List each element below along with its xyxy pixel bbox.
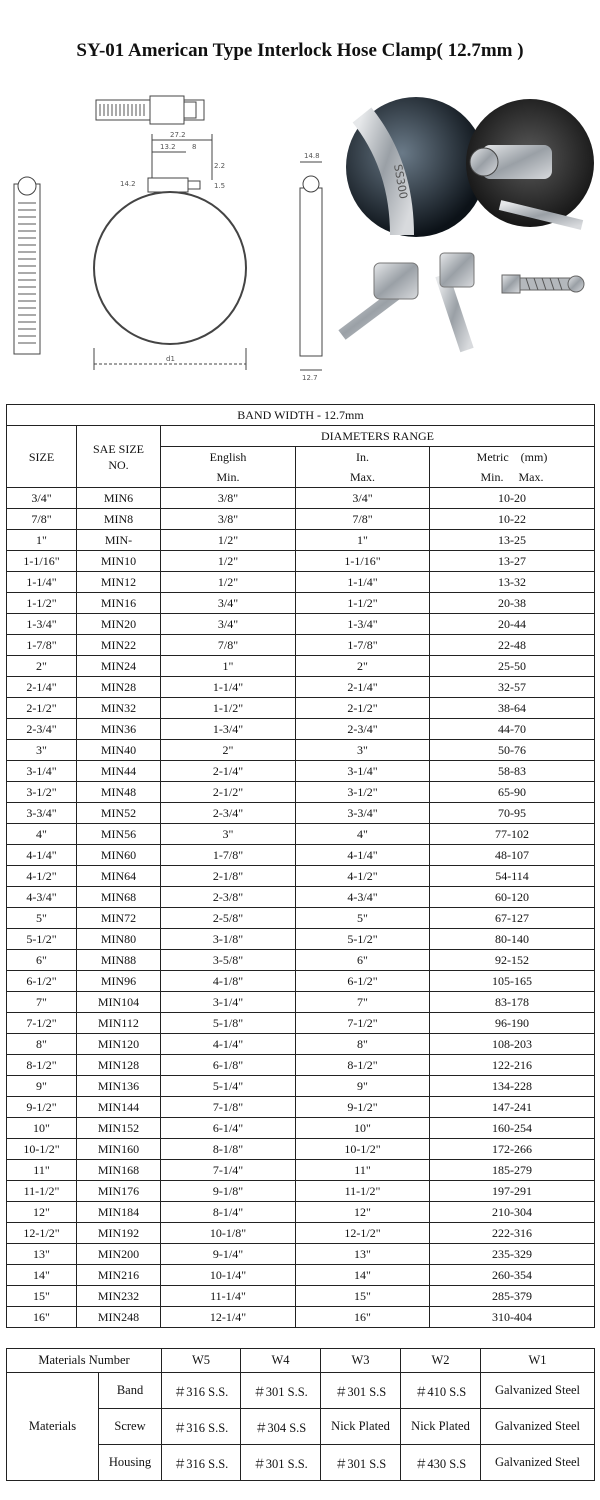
metric-range-cell: 25-50 xyxy=(430,656,595,677)
size-cell: 6-1/2" xyxy=(7,971,77,992)
sae-cell: MIN160 xyxy=(77,1139,161,1160)
material-cell: Nick Plated xyxy=(401,1409,481,1445)
material-cell: ＃316 S.S. xyxy=(162,1373,241,1409)
english-min-cell: 3/8" xyxy=(161,509,296,530)
english-min-cell: 7/8" xyxy=(161,635,296,656)
material-cell: ＃301 S.S. xyxy=(241,1445,321,1481)
english-min-cell: 3" xyxy=(161,824,296,845)
inch-max-cell: 1" xyxy=(296,530,430,551)
table-row xyxy=(7,1118,595,1139)
inch-max-cell: 4-3/4" xyxy=(296,887,430,908)
metric-range-cell: 96-190 xyxy=(430,1013,595,1034)
sae-cell: MIN40 xyxy=(77,740,161,761)
english-min-cell: 7-1/8" xyxy=(161,1097,296,1118)
inch-max-cell: 2-3/4" xyxy=(296,719,430,740)
sae-cell: MIN36 xyxy=(77,719,161,740)
english-min-cell: 2" xyxy=(161,740,296,761)
sae-cell: MIN10 xyxy=(77,551,161,572)
metric-range-cell: 185-279 xyxy=(430,1160,595,1181)
sae-cell: MIN8 xyxy=(77,509,161,530)
table-row xyxy=(7,992,595,1013)
table-row xyxy=(7,614,595,635)
sae-cell: MIN52 xyxy=(77,803,161,824)
table-row xyxy=(7,1265,595,1286)
dim-label: 13.2 xyxy=(160,143,176,151)
grade-header: W2 xyxy=(401,1349,481,1373)
inch-max-cell: 2-1/2" xyxy=(296,698,430,719)
material-cell: Galvanized Steel xyxy=(481,1409,595,1445)
english-min-cell: 2-5/8" xyxy=(161,908,296,929)
english-min-cell: 6-1/8" xyxy=(161,1055,296,1076)
inch-max-cell: 11-1/2" xyxy=(296,1181,430,1202)
english-min-cell: 2-1/2" xyxy=(161,782,296,803)
table-row xyxy=(7,761,595,782)
size-cell: 16" xyxy=(7,1307,77,1328)
dim-label: 8 xyxy=(192,143,197,151)
sae-cell: MIN104 xyxy=(77,992,161,1013)
size-cell: 3" xyxy=(7,740,77,761)
sae-cell: MIN184 xyxy=(77,1202,161,1223)
inch-max-cell: 8" xyxy=(296,1034,430,1055)
inch-max-cell: 2-1/4" xyxy=(296,677,430,698)
english-min-cell: 1-1/4" xyxy=(161,677,296,698)
inch-max-cell: 3-1/2" xyxy=(296,782,430,803)
table-row xyxy=(7,1139,595,1160)
table-row xyxy=(7,1160,595,1181)
inch-max-cell: 7/8" xyxy=(296,509,430,530)
english-min-cell: 4-1/4" xyxy=(161,1034,296,1055)
material-cell: ＃316 S.S. xyxy=(162,1445,241,1481)
sae-cell: MIN168 xyxy=(77,1160,161,1181)
english-min-cell: 5-1/8" xyxy=(161,1013,296,1034)
metric-range-cell: 108-203 xyxy=(430,1034,595,1055)
metric-range-cell: 58-83 xyxy=(430,761,595,782)
metric-range-cell: 210-304 xyxy=(430,1202,595,1223)
max-header: Max. xyxy=(296,467,430,488)
metric-range-cell: 197-291 xyxy=(430,1181,595,1202)
table-row xyxy=(7,782,595,803)
material-cell: Galvanized Steel xyxy=(481,1445,595,1481)
size-cell: 14" xyxy=(7,1265,77,1286)
size-cell: 3-3/4" xyxy=(7,803,77,824)
sae-cell: MIN48 xyxy=(77,782,161,803)
table-row xyxy=(7,803,595,824)
inch-max-cell: 1-7/8" xyxy=(296,635,430,656)
english-min-cell: 3-1/4" xyxy=(161,992,296,1013)
table-row xyxy=(7,593,595,614)
part-label: Band xyxy=(99,1373,162,1409)
english-min-cell: 3/4" xyxy=(161,593,296,614)
size-cell: 12" xyxy=(7,1202,77,1223)
english-min-cell: 1-3/4" xyxy=(161,719,296,740)
english-min-cell: 3/8" xyxy=(161,488,296,509)
english-min-cell: 11-1/4" xyxy=(161,1286,296,1307)
dim-label: 2.2 xyxy=(214,162,226,170)
inch-max-cell: 6-1/2" xyxy=(296,971,430,992)
materials-table xyxy=(6,1348,595,1481)
table-row xyxy=(7,950,595,971)
sae-cell: MIN68 xyxy=(77,887,161,908)
material-cell: ＃430 S.S xyxy=(401,1445,481,1481)
sae-cell: MIN44 xyxy=(77,761,161,782)
inch-max-cell: 3/4" xyxy=(296,488,430,509)
english-min-cell: 2-1/4" xyxy=(161,761,296,782)
sae-cell: MIN88 xyxy=(77,950,161,971)
metric-header: Metric (mm) xyxy=(430,447,595,468)
english-min-cell: 1-7/8" xyxy=(161,845,296,866)
inch-max-cell: 10" xyxy=(296,1118,430,1139)
dim-label: 14.2 xyxy=(120,180,136,188)
sae-cell: MIN96 xyxy=(77,971,161,992)
english-min-cell: 8-1/4" xyxy=(161,1202,296,1223)
table-row xyxy=(7,908,595,929)
page-title: SY-01 American Type Interlock Hose Clamp( 12.7mm ) xyxy=(76,40,524,61)
sae-cell: MIN- xyxy=(77,530,161,551)
size-cell: 4-1/4" xyxy=(7,845,77,866)
english-min-cell: 9-1/8" xyxy=(161,1181,296,1202)
english-min-cell: 5-1/4" xyxy=(161,1076,296,1097)
table-row xyxy=(7,719,595,740)
inch-max-cell: 13" xyxy=(296,1244,430,1265)
spec-table xyxy=(6,404,595,1328)
metric-range-cell: 13-25 xyxy=(430,530,595,551)
size-cell: 12-1/2" xyxy=(7,1223,77,1244)
table-row xyxy=(7,1202,595,1223)
english-min-cell: 3/4" xyxy=(161,614,296,635)
sae-cell: MIN20 xyxy=(77,614,161,635)
english-min-cell: 3-1/8" xyxy=(161,929,296,950)
metric-range-cell: 235-329 xyxy=(430,1244,595,1265)
materials-group-label: Materials xyxy=(7,1373,99,1481)
english-min-cell: 1/2" xyxy=(161,551,296,572)
material-cell: ＃410 S.S xyxy=(401,1373,481,1409)
dim-label: 1.5 xyxy=(214,182,226,190)
sae-cell: MIN192 xyxy=(77,1223,161,1244)
sae-cell: MIN112 xyxy=(77,1013,161,1034)
english-min-cell: 10-1/8" xyxy=(161,1223,296,1244)
sae-cell: MIN80 xyxy=(77,929,161,950)
sae-cell: MIN28 xyxy=(77,677,161,698)
part-label: Housing xyxy=(99,1445,162,1481)
metric-range-cell: 44-70 xyxy=(430,719,595,740)
grade-header: W5 xyxy=(162,1349,241,1373)
inch-max-cell: 3-3/4" xyxy=(296,803,430,824)
inch-max-cell: 5-1/2" xyxy=(296,929,430,950)
size-header: SIZE xyxy=(7,426,77,488)
inch-max-cell: 4" xyxy=(296,824,430,845)
metric-range-cell: 222-316 xyxy=(430,1223,595,1244)
dim-label: 12.7 xyxy=(302,374,318,382)
size-cell: 7-1/2" xyxy=(7,1013,77,1034)
table-row xyxy=(7,1034,595,1055)
sae-cell: MIN200 xyxy=(77,1244,161,1265)
metric-range-cell: 48-107 xyxy=(430,845,595,866)
inch-max-cell: 16" xyxy=(296,1307,430,1328)
metric-range-cell: 172-266 xyxy=(430,1139,595,1160)
english-min-cell: 6-1/4" xyxy=(161,1118,296,1139)
english-min-cell: 1-1/2" xyxy=(161,698,296,719)
size-cell: 6" xyxy=(7,950,77,971)
size-cell: 1-7/8" xyxy=(7,635,77,656)
metric-range-cell: 20-38 xyxy=(430,593,595,614)
inch-max-cell: 2" xyxy=(296,656,430,677)
material-cell: ＃301 S.S xyxy=(321,1373,401,1409)
sae-cell: MIN176 xyxy=(77,1181,161,1202)
metric-minmax-header: Min. Max. xyxy=(430,467,595,488)
metric-range-cell: 147-241 xyxy=(430,1097,595,1118)
size-cell: 4-3/4" xyxy=(7,887,77,908)
table-row xyxy=(7,1286,595,1307)
inch-max-cell: 1-1/16" xyxy=(296,551,430,572)
part-label: Screw xyxy=(99,1409,162,1445)
materials-row xyxy=(7,1373,595,1409)
metric-range-cell: 70-95 xyxy=(430,803,595,824)
band-slots-top xyxy=(100,104,144,116)
table-row xyxy=(7,824,595,845)
metric-range-cell: 32-57 xyxy=(430,677,595,698)
size-cell: 11-1/2" xyxy=(7,1181,77,1202)
table-row xyxy=(7,572,595,593)
table-row xyxy=(7,551,595,572)
metric-range-cell: 22-48 xyxy=(430,635,595,656)
size-cell: 9-1/2" xyxy=(7,1097,77,1118)
clamp-circle xyxy=(94,192,246,344)
metric-range-cell: 310-404 xyxy=(430,1307,595,1328)
band-width-header: BAND WIDTH - 12.7mm xyxy=(7,405,595,426)
product-photos xyxy=(332,95,600,370)
size-cell: 7/8" xyxy=(7,509,77,530)
english-min-cell: 8-1/8" xyxy=(161,1139,296,1160)
metric-range-cell: 285-379 xyxy=(430,1286,595,1307)
sae-cell: MIN64 xyxy=(77,866,161,887)
sae-cell: MIN128 xyxy=(77,1055,161,1076)
metric-range-cell: 13-32 xyxy=(430,572,595,593)
sae-cell: MIN248 xyxy=(77,1307,161,1328)
size-cell: 8-1/2" xyxy=(7,1055,77,1076)
sae-cell: MIN32 xyxy=(77,698,161,719)
table-row xyxy=(7,698,595,719)
inch-max-cell: 1-1/4" xyxy=(296,572,430,593)
table-row xyxy=(7,845,595,866)
inch-max-cell: 7" xyxy=(296,992,430,1013)
dim-label: d1 xyxy=(166,355,175,363)
table-row xyxy=(7,1076,595,1097)
table-row xyxy=(7,635,595,656)
metric-range-cell: 105-165 xyxy=(430,971,595,992)
english-min-cell: 1/2" xyxy=(161,530,296,551)
metric-range-cell: 10-22 xyxy=(430,509,595,530)
metric-range-cell: 54-114 xyxy=(430,866,595,887)
sae-size-header: SAE SIZE NO. xyxy=(77,426,161,488)
sae-cell: MIN136 xyxy=(77,1076,161,1097)
photo-parts xyxy=(342,253,584,350)
english-min-cell: 9-1/4" xyxy=(161,1244,296,1265)
table-row xyxy=(7,488,595,509)
metric-range-cell: 260-354 xyxy=(430,1265,595,1286)
material-cell: ＃316 S.S. xyxy=(162,1409,241,1445)
english-min-cell: 10-1/4" xyxy=(161,1265,296,1286)
technical-drawing xyxy=(0,88,340,388)
inch-max-cell: 9-1/2" xyxy=(296,1097,430,1118)
inch-max-cell: 3" xyxy=(296,740,430,761)
material-cell: ＃304 S.S xyxy=(241,1409,321,1445)
inch-max-cell: 5" xyxy=(296,908,430,929)
english-min-cell: 2-3/4" xyxy=(161,803,296,824)
materials-number-header: Materials Number xyxy=(7,1349,162,1373)
size-cell: 1" xyxy=(7,530,77,551)
size-cell: 5" xyxy=(7,908,77,929)
sae-cell: MIN16 xyxy=(77,593,161,614)
inch-max-cell: 1-1/2" xyxy=(296,593,430,614)
english-min-cell: 3-5/8" xyxy=(161,950,296,971)
dim-label: 27.2 xyxy=(170,131,186,139)
metric-range-cell: 65-90 xyxy=(430,782,595,803)
sae-cell: MIN24 xyxy=(77,656,161,677)
table-row xyxy=(7,866,595,887)
size-cell: 5-1/2" xyxy=(7,929,77,950)
material-cell: ＃301 S.S. xyxy=(241,1373,321,1409)
size-cell: 2-1/4" xyxy=(7,677,77,698)
size-cell: 15" xyxy=(7,1286,77,1307)
size-cell: 2-3/4" xyxy=(7,719,77,740)
metric-range-cell: 67-127 xyxy=(430,908,595,929)
dim-label: 14.8 xyxy=(304,152,320,160)
english-min-cell: 2-1/8" xyxy=(161,866,296,887)
size-cell: 3-1/2" xyxy=(7,782,77,803)
size-cell: 1-3/4" xyxy=(7,614,77,635)
size-cell: 13" xyxy=(7,1244,77,1265)
sae-cell: MIN56 xyxy=(77,824,161,845)
metric-range-cell: 77-102 xyxy=(430,824,595,845)
english-min-cell: 2-3/8" xyxy=(161,887,296,908)
sae-cell: MIN72 xyxy=(77,908,161,929)
size-cell: 10" xyxy=(7,1118,77,1139)
table-row xyxy=(7,1013,595,1034)
metric-range-cell: 83-178 xyxy=(430,992,595,1013)
table-row xyxy=(7,1244,595,1265)
table-row xyxy=(7,887,595,908)
inch-max-cell: 4-1/4" xyxy=(296,845,430,866)
sae-cell: MIN60 xyxy=(77,845,161,866)
size-cell: 1-1/16" xyxy=(7,551,77,572)
metric-range-cell: 10-20 xyxy=(430,488,595,509)
band-slots-side xyxy=(18,203,36,343)
table-row xyxy=(7,1097,595,1118)
inch-max-cell: 12-1/2" xyxy=(296,1223,430,1244)
table-row xyxy=(7,509,595,530)
grade-header: W1 xyxy=(481,1349,595,1373)
material-cell: Galvanized Steel xyxy=(481,1373,595,1409)
size-cell: 2-1/2" xyxy=(7,698,77,719)
size-cell: 1-1/4" xyxy=(7,572,77,593)
metric-range-cell: 160-254 xyxy=(430,1118,595,1139)
english-min-cell: 1" xyxy=(161,656,296,677)
size-cell: 4-1/2" xyxy=(7,866,77,887)
size-cell: 8" xyxy=(7,1034,77,1055)
inch-max-cell: 1-3/4" xyxy=(296,614,430,635)
inch-max-cell: 9" xyxy=(296,1076,430,1097)
inch-header: In. xyxy=(296,447,430,468)
metric-range-cell: 20-44 xyxy=(430,614,595,635)
band-marking: SS300 xyxy=(391,163,410,200)
metric-range-cell: 38-64 xyxy=(430,698,595,719)
material-cell: ＃301 S.S xyxy=(321,1445,401,1481)
table-row xyxy=(7,971,595,992)
inch-max-cell: 11" xyxy=(296,1160,430,1181)
table-row xyxy=(7,740,595,761)
table-row xyxy=(7,677,595,698)
table-row xyxy=(7,929,595,950)
size-cell: 1-1/2" xyxy=(7,593,77,614)
sae-cell: MIN6 xyxy=(77,488,161,509)
metric-range-cell: 50-76 xyxy=(430,740,595,761)
table-row xyxy=(7,1223,595,1244)
inch-max-cell: 4-1/2" xyxy=(296,866,430,887)
table-row xyxy=(7,530,595,551)
table-row xyxy=(7,656,595,677)
inch-max-cell: 12" xyxy=(296,1202,430,1223)
english-min-cell: 7-1/4" xyxy=(161,1160,296,1181)
english-min-cell: 12-1/4" xyxy=(161,1307,296,1328)
table-row xyxy=(7,1055,595,1076)
inch-max-cell: 10-1/2" xyxy=(296,1139,430,1160)
grade-header: W4 xyxy=(241,1349,321,1373)
diameters-range-header: DIAMETERS RANGE xyxy=(161,426,595,447)
material-cell: Nick Plated xyxy=(321,1409,401,1445)
sae-cell: MIN144 xyxy=(77,1097,161,1118)
sae-cell: MIN152 xyxy=(77,1118,161,1139)
inch-max-cell: 7-1/2" xyxy=(296,1013,430,1034)
sae-cell: MIN22 xyxy=(77,635,161,656)
sae-cell: MIN120 xyxy=(77,1034,161,1055)
english-min-cell: 4-1/8" xyxy=(161,971,296,992)
size-cell: 3/4" xyxy=(7,488,77,509)
metric-range-cell: 80-140 xyxy=(430,929,595,950)
metric-range-cell: 122-216 xyxy=(430,1055,595,1076)
inch-max-cell: 6" xyxy=(296,950,430,971)
inch-max-cell: 3-1/4" xyxy=(296,761,430,782)
metric-range-cell: 92-152 xyxy=(430,950,595,971)
metric-range-cell: 60-120 xyxy=(430,887,595,908)
english-header: English xyxy=(161,447,296,468)
size-cell: 11" xyxy=(7,1160,77,1181)
english-min-cell: 1/2" xyxy=(161,572,296,593)
sae-cell: MIN216 xyxy=(77,1265,161,1286)
size-cell: 10-1/2" xyxy=(7,1139,77,1160)
sae-cell: MIN232 xyxy=(77,1286,161,1307)
table-row xyxy=(7,1181,595,1202)
size-cell: 7" xyxy=(7,992,77,1013)
sae-cell: MIN12 xyxy=(77,572,161,593)
inch-max-cell: 8-1/2" xyxy=(296,1055,430,1076)
size-cell: 3-1/4" xyxy=(7,761,77,782)
size-cell: 2" xyxy=(7,656,77,677)
table-row xyxy=(7,1307,595,1328)
metric-range-cell: 134-228 xyxy=(430,1076,595,1097)
inch-max-cell: 15" xyxy=(296,1286,430,1307)
inch-max-cell: 14" xyxy=(296,1265,430,1286)
min-header: Min. xyxy=(161,467,296,488)
size-cell: 9" xyxy=(7,1076,77,1097)
grade-header: W3 xyxy=(321,1349,401,1373)
metric-range-cell: 13-27 xyxy=(430,551,595,572)
size-cell: 4" xyxy=(7,824,77,845)
